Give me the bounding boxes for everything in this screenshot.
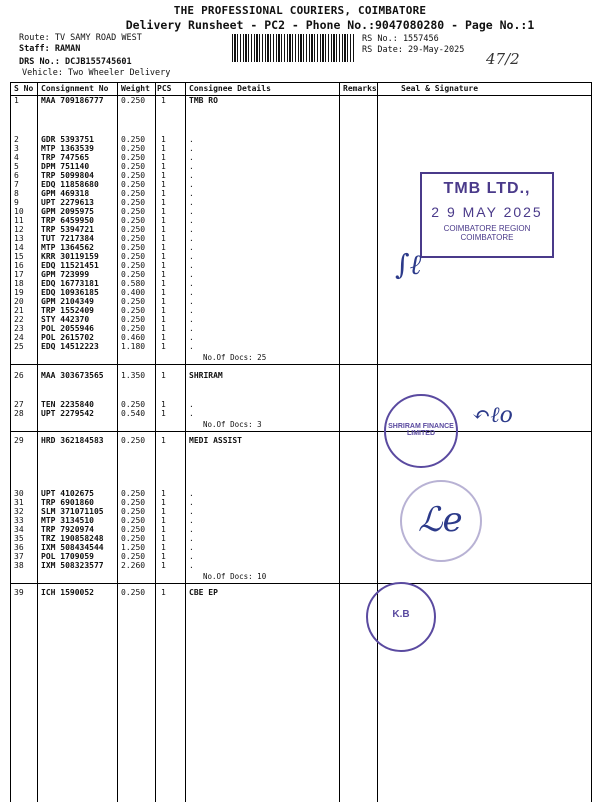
- row-consignee: .: [189, 507, 194, 516]
- row-sno: 1: [14, 96, 19, 105]
- row-consignee: .: [189, 180, 194, 189]
- row-weight: 0.250: [121, 400, 146, 409]
- table-row: [11, 96, 591, 106]
- row-consignment-no: POL 2615702: [41, 333, 94, 342]
- row-sno: 28: [14, 409, 24, 418]
- row-consignment-no: TRP 6901860: [41, 498, 94, 507]
- row-weight: 0.250: [121, 135, 146, 144]
- row-consignee: .: [189, 144, 194, 153]
- row-consignee: .: [189, 198, 194, 207]
- row-sno: 2: [14, 135, 19, 144]
- row-consignee: .: [189, 489, 194, 498]
- docs-count: No.Of Docs: 10: [203, 572, 267, 581]
- row-sno: 34: [14, 525, 24, 534]
- row-weight: 0.250: [121, 261, 146, 270]
- row-consignment-no: TRP 5099804: [41, 171, 94, 180]
- drs-number: DRS No.: DCJB155745601: [19, 57, 132, 67]
- row-weight: 0.250: [121, 507, 146, 516]
- row-consignment-no: GDR 5393751: [41, 135, 94, 144]
- row-sno: 3: [14, 144, 19, 153]
- row-consignment-no: MTP 1363539: [41, 144, 94, 153]
- table-row: [11, 561, 591, 571]
- runsheet-subtitle: Delivery Runsheet - PC2 - Phone No.:9047080280 - Page No.:1: [125, 18, 535, 32]
- row-consignment-no: STY 442370: [41, 315, 90, 324]
- row-sno: 10: [14, 207, 24, 216]
- table-row: [11, 342, 591, 352]
- vehicle-label: Vehicle: Two Wheeler Delivery: [22, 68, 171, 78]
- col-remarks: Remarks: [343, 84, 377, 93]
- rs-number: RS No.: 1557456: [362, 34, 439, 44]
- row-sno: 26: [14, 371, 24, 380]
- row-pcs: 1: [161, 261, 166, 270]
- row-consignment-no: ICH 1590052: [41, 588, 94, 597]
- row-pcs: 1: [161, 561, 166, 570]
- row-consignment-no: POL 1709059: [41, 552, 94, 561]
- row-pcs: 1: [161, 507, 166, 516]
- signature-shriram: ↶ℓo: [472, 403, 513, 428]
- row-consignee: .: [189, 525, 194, 534]
- row-consignment-no: EDQ 16773181: [41, 279, 99, 288]
- row-consignment-no: TUT 7217384: [41, 234, 94, 243]
- staff-label: Staff: RAMAN: [19, 44, 81, 54]
- row-pcs: 1: [161, 162, 166, 171]
- route-label: Route: TV SAMY ROAD WEST: [19, 33, 142, 43]
- row-sno: 6: [14, 171, 19, 180]
- row-weight: 0.250: [121, 171, 146, 180]
- row-pcs: 1: [161, 135, 166, 144]
- row-consignment-no: UPT 2279542: [41, 409, 94, 418]
- row-sno: 21: [14, 306, 24, 315]
- row-weight: 0.250: [121, 297, 146, 306]
- row-consignee: .: [189, 162, 194, 171]
- row-consignment-no: EDQ 14512223: [41, 342, 99, 351]
- table-row: [11, 436, 591, 446]
- row-pcs: 1: [161, 252, 166, 261]
- row-weight: 0.250: [121, 216, 146, 225]
- row-consignee: .: [189, 561, 194, 570]
- signature-medi-assist: ℒe: [418, 500, 463, 540]
- row-consignment-no: GPM 469318: [41, 189, 90, 198]
- row-consignee: .: [189, 135, 194, 144]
- row-sno: 7: [14, 180, 19, 189]
- row-pcs: 1: [161, 315, 166, 324]
- row-consignment-no: TRP 6459950: [41, 216, 94, 225]
- row-consignee: .: [189, 243, 194, 252]
- row-sno: 36: [14, 543, 24, 552]
- col-consignment: Consignment No: [41, 84, 109, 93]
- row-consignment-no: UPT 2279613: [41, 198, 94, 207]
- row-consignee: .: [189, 189, 194, 198]
- row-pcs: 1: [161, 279, 166, 288]
- row-consignee: .: [189, 153, 194, 162]
- row-weight: 0.250: [121, 153, 146, 162]
- row-pcs: 1: [161, 342, 166, 351]
- row-weight: 0.250: [121, 144, 146, 153]
- kb-stamp: K.B: [366, 582, 436, 652]
- row-consignment-no: TRP 5394721: [41, 225, 94, 234]
- row-pcs: 1: [161, 96, 166, 105]
- row-pcs: 1: [161, 153, 166, 162]
- row-consignment-no: DPM 751140: [41, 162, 90, 171]
- row-consignment-no: UPT 4102675: [41, 489, 94, 498]
- row-pcs: 1: [161, 234, 166, 243]
- row-pcs: 1: [161, 400, 166, 409]
- row-consignment-no: MTP 3134510: [41, 516, 94, 525]
- row-sno: 12: [14, 225, 24, 234]
- row-consignment-no: TRP 7920974: [41, 525, 94, 534]
- row-pcs: 1: [161, 216, 166, 225]
- company-title: THE PROFESSIONAL COURIERS, COIMBATORE: [173, 4, 427, 17]
- row-weight: 0.250: [121, 498, 146, 507]
- row-sno: 14: [14, 243, 24, 252]
- table-header: [11, 82, 591, 96]
- row-weight: 0.250: [121, 516, 146, 525]
- handwritten-note: 47/2: [486, 50, 520, 68]
- row-consignment-no: TRP 1552409: [41, 306, 94, 315]
- row-consignment-no: GPM 723999: [41, 270, 90, 279]
- row-consignee: .: [189, 324, 194, 333]
- row-weight: 1.350: [121, 371, 146, 380]
- row-weight: 0.250: [121, 234, 146, 243]
- row-consignment-no: TEN 2235840: [41, 400, 94, 409]
- row-weight: 0.250: [121, 552, 146, 561]
- row-sno: 23: [14, 324, 24, 333]
- row-sno: 39: [14, 588, 24, 597]
- row-pcs: 1: [161, 534, 166, 543]
- row-pcs: 1: [161, 436, 166, 445]
- row-pcs: 1: [161, 409, 166, 418]
- col-weight: Weight: [121, 84, 150, 93]
- row-weight: 0.250: [121, 198, 146, 207]
- row-sno: 27: [14, 400, 24, 409]
- row-sno: 13: [14, 234, 24, 243]
- table-row: [11, 588, 591, 598]
- row-sno: 25: [14, 342, 24, 351]
- row-pcs: 1: [161, 543, 166, 552]
- rs-date: RS Date: 29-May-2025: [362, 45, 465, 55]
- row-pcs: 1: [161, 189, 166, 198]
- row-sno: 16: [14, 261, 24, 270]
- row-consignee: MEDI ASSIST: [189, 436, 242, 445]
- row-consignee: .: [189, 498, 194, 507]
- row-pcs: 1: [161, 516, 166, 525]
- row-pcs: 1: [161, 207, 166, 216]
- row-pcs: 1: [161, 552, 166, 561]
- row-consignment-no: MAA 303673565: [41, 371, 104, 380]
- row-consignment-no: KRR 30119159: [41, 252, 99, 261]
- row-sno: 30: [14, 489, 24, 498]
- barcode: [232, 34, 354, 62]
- row-consignee: .: [189, 252, 194, 261]
- row-consignment-no: IXM 508434544: [41, 543, 104, 552]
- row-weight: 0.250: [121, 489, 146, 498]
- row-weight: 0.250: [121, 189, 146, 198]
- row-sno: 31: [14, 498, 24, 507]
- row-sno: 4: [14, 153, 19, 162]
- row-weight: 0.250: [121, 588, 146, 597]
- docs-count: No.Of Docs: 25: [203, 353, 267, 362]
- shriram-finance-stamp: SHRIRAM FINANCE LIMITED: [384, 394, 458, 468]
- row-consignee: .: [189, 552, 194, 561]
- row-pcs: 1: [161, 243, 166, 252]
- row-consignment-no: MTP 1364562: [41, 243, 94, 252]
- row-consignee: .: [189, 342, 194, 351]
- row-weight: 0.250: [121, 225, 146, 234]
- row-consignee: SHRIRAM: [189, 371, 223, 380]
- row-consignee: .: [189, 270, 194, 279]
- row-weight: 0.250: [121, 207, 146, 216]
- row-consignee: .: [189, 225, 194, 234]
- row-consignment-no: POL 2055946: [41, 324, 94, 333]
- row-pcs: 1: [161, 324, 166, 333]
- row-sno: 33: [14, 516, 24, 525]
- row-consignment-no: TRP 747565: [41, 153, 90, 162]
- row-weight: 0.250: [121, 243, 146, 252]
- row-pcs: 1: [161, 297, 166, 306]
- row-pcs: 1: [161, 333, 166, 342]
- row-sno: 22: [14, 315, 24, 324]
- row-consignee: .: [189, 234, 194, 243]
- row-sno: 38: [14, 561, 24, 570]
- row-sno: 19: [14, 288, 24, 297]
- row-weight: 2.260: [121, 561, 146, 570]
- row-sno: 37: [14, 552, 24, 561]
- row-consignment-no: GPM 2104349: [41, 297, 94, 306]
- docs-count: No.Of Docs: 3: [203, 420, 262, 429]
- row-weight: 0.250: [121, 534, 146, 543]
- row-consignee: .: [189, 534, 194, 543]
- row-consignee: CBE EP: [189, 588, 218, 597]
- row-consignment-no: HRD 362184583: [41, 436, 104, 445]
- row-weight: 0.250: [121, 306, 146, 315]
- row-pcs: 1: [161, 306, 166, 315]
- signature-tmb: ∫ℓ: [395, 248, 422, 281]
- row-consignee: .: [189, 516, 194, 525]
- col-seal: Seal & Signature: [401, 84, 479, 93]
- row-sno: 29: [14, 436, 24, 445]
- row-sno: 8: [14, 189, 19, 198]
- row-weight: 0.540: [121, 409, 146, 418]
- row-consignee: .: [189, 297, 194, 306]
- row-weight: 0.580: [121, 279, 146, 288]
- row-weight: 0.460: [121, 333, 146, 342]
- row-sno: 9: [14, 198, 19, 207]
- row-consignment-no: MAA 709186777: [41, 96, 104, 105]
- row-weight: 1.180: [121, 342, 146, 351]
- row-sno: 32: [14, 507, 24, 516]
- row-weight: 0.250: [121, 436, 146, 445]
- row-consignment-no: TRZ 190858248: [41, 534, 104, 543]
- row-consignee: .: [189, 279, 194, 288]
- row-consignment-no: EDQ 11858680: [41, 180, 99, 189]
- row-sno: 5: [14, 162, 19, 171]
- col-pcs: PCS: [157, 84, 172, 93]
- row-consignee: .: [189, 207, 194, 216]
- row-consignee: TMB RO: [189, 96, 218, 105]
- row-consignee: .: [189, 543, 194, 552]
- row-weight: 1.250: [121, 543, 146, 552]
- row-pcs: 1: [161, 498, 166, 507]
- row-pcs: 1: [161, 180, 166, 189]
- row-weight: 0.250: [121, 324, 146, 333]
- row-weight: 0.250: [121, 315, 146, 324]
- row-weight: 0.400: [121, 288, 146, 297]
- row-consignee: .: [189, 306, 194, 315]
- row-pcs: 1: [161, 588, 166, 597]
- row-sno: 35: [14, 534, 24, 543]
- table-row: [11, 371, 591, 381]
- row-pcs: 1: [161, 171, 166, 180]
- row-consignee: .: [189, 315, 194, 324]
- tmb-bank-stamp: TMB LTD., 2 9 MAY 2025 COIMBATORE REGION COIMBATORE: [420, 172, 554, 258]
- row-consignment-no: EDQ 11521451: [41, 261, 99, 270]
- row-pcs: 1: [161, 144, 166, 153]
- row-pcs: 1: [161, 525, 166, 534]
- row-consignment-no: IXM 508323577: [41, 561, 104, 570]
- row-sno: 20: [14, 297, 24, 306]
- row-sno: 18: [14, 279, 24, 288]
- row-weight: 0.250: [121, 162, 146, 171]
- row-consignee: .: [189, 288, 194, 297]
- row-pcs: 1: [161, 489, 166, 498]
- row-consignee: .: [189, 400, 194, 409]
- row-consignment-no: EDQ 10936185: [41, 288, 99, 297]
- row-pcs: 1: [161, 225, 166, 234]
- row-weight: 0.250: [121, 525, 146, 534]
- row-sno: 11: [14, 216, 24, 225]
- col-consignee: Consignee Details: [189, 84, 271, 93]
- row-consignee: .: [189, 333, 194, 342]
- row-pcs: 1: [161, 371, 166, 380]
- row-consignee: .: [189, 171, 194, 180]
- row-pcs: 1: [161, 198, 166, 207]
- col-sno: S No: [14, 84, 34, 93]
- row-consignment-no: GPM 2095975: [41, 207, 94, 216]
- row-consignee: .: [189, 216, 194, 225]
- row-weight: 0.250: [121, 252, 146, 261]
- row-sno: 24: [14, 333, 24, 342]
- row-pcs: 1: [161, 288, 166, 297]
- row-consignment-no: SLM 371071105: [41, 507, 104, 516]
- row-weight: 0.250: [121, 96, 146, 105]
- row-sno: 15: [14, 252, 24, 261]
- row-pcs: 1: [161, 270, 166, 279]
- row-sno: 17: [14, 270, 24, 279]
- row-consignee: .: [189, 261, 194, 270]
- row-weight: 0.250: [121, 180, 146, 189]
- row-consignee: .: [189, 409, 194, 418]
- row-weight: 0.250: [121, 270, 146, 279]
